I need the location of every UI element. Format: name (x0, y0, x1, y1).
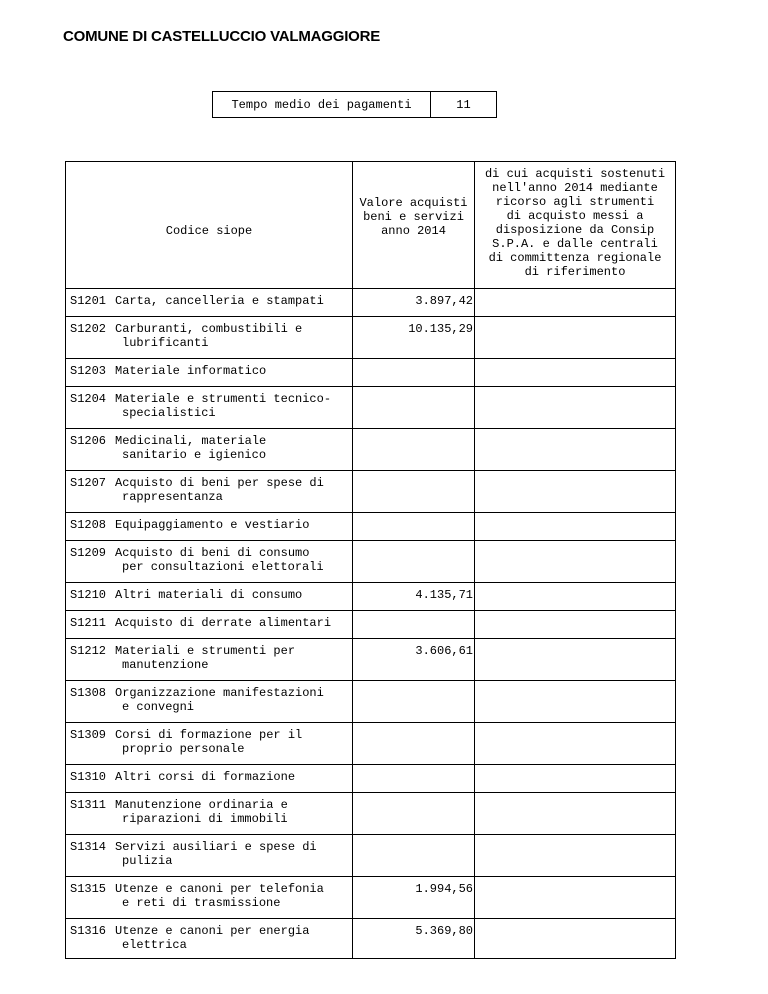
siope-description (115, 686, 351, 714)
siope-code: S1204 (70, 392, 107, 406)
valore-acquisti: 5.369,80 (415, 924, 473, 938)
siope-code: S1202 (70, 322, 107, 336)
siope-code: S1210 (70, 588, 107, 602)
header-dicui-line: ricorso agli strumenti (495, 195, 655, 209)
header-valore-line: beni e servizi (363, 210, 464, 224)
header-codice: Codice siope (165, 224, 253, 238)
siope-code: S1203 (70, 364, 107, 378)
siope-code: S1208 (70, 518, 107, 532)
row-divider (66, 540, 675, 541)
row-divider (66, 428, 675, 429)
row-divider (66, 764, 675, 765)
row-divider (66, 288, 675, 289)
row-divider (66, 834, 675, 835)
row-divider (66, 638, 675, 639)
row-divider (66, 582, 675, 583)
header-valore-line: Valore acquisti (359, 196, 468, 210)
siope-description (115, 770, 351, 784)
siope-description (115, 588, 351, 602)
siope-description (115, 392, 351, 420)
description-line: lubrificanti (122, 336, 209, 350)
description-line: Altri corsi di formazione (115, 770, 296, 784)
description-line: Materiale informatico (115, 364, 267, 378)
tempo-medio-box (212, 91, 497, 118)
row-divider (66, 722, 675, 723)
header-dicui-line: nell'anno 2014 mediante (492, 181, 658, 195)
description-line: manutenzione (122, 658, 209, 672)
siope-code: S1211 (70, 616, 107, 630)
description-line: Manutenzione ordinaria e (115, 798, 288, 812)
valore-acquisti: 1.994,56 (415, 882, 473, 896)
siope-code: S1310 (70, 770, 107, 784)
row-divider (66, 876, 675, 877)
siope-code: S1206 (70, 434, 107, 448)
siope-description (115, 294, 351, 308)
row-divider (66, 386, 675, 387)
header-dicui-line: disposizione da Consip (495, 223, 655, 237)
row-divider (66, 610, 675, 611)
row-divider (66, 918, 675, 919)
header-dicui-line: di committenza regionale (488, 251, 662, 265)
description-line: Acquisto di derrate alimentari (115, 616, 332, 630)
header-valore (353, 196, 474, 238)
siope-description (115, 518, 351, 532)
siope-description (115, 644, 351, 672)
description-line: Carburanti, combustibili e (115, 322, 303, 336)
siope-code: S1314 (70, 840, 107, 854)
description-line: Materiale e strumenti tecnico- (115, 392, 332, 406)
siope-description (115, 728, 351, 756)
row-divider (66, 680, 675, 681)
header-dicui-line: di riferimento (524, 265, 626, 279)
header-dicui-line: S.P.A. e dalle centrali (492, 237, 658, 251)
valore-acquisti: 3.897,42 (415, 294, 473, 308)
siope-code: S1209 (70, 546, 107, 560)
siope-description (115, 882, 351, 910)
siope-code: S1316 (70, 924, 107, 938)
valore-acquisti: 10.135,29 (408, 322, 473, 336)
description-line: Servizi ausiliari e spese di (115, 840, 317, 854)
siope-description (115, 798, 351, 826)
row-divider (66, 792, 675, 793)
acquisti-table (65, 161, 676, 959)
siope-description (115, 840, 351, 868)
siope-description (115, 476, 351, 504)
siope-code: S1309 (70, 728, 107, 742)
tempo-medio-value: 11 (456, 97, 471, 112)
description-line: pulizia (122, 854, 173, 868)
siope-description (115, 322, 351, 350)
valore-acquisti: 3.606,61 (415, 644, 473, 658)
siope-description (115, 616, 351, 630)
valore-acquisti: 4.135,71 (415, 588, 473, 602)
header-dicui-line: di cui acquisti sostenuti (484, 167, 666, 181)
siope-description (115, 924, 351, 952)
description-line: per consultazioni elettorali (122, 560, 324, 574)
description-line: Medicinali, materiale (115, 434, 267, 448)
description-line: Utenze e canoni per telefonia (115, 882, 324, 896)
description-line: Utenze e canoni per energia (115, 924, 310, 938)
header-valore-line: anno 2014 (381, 224, 446, 238)
description-line: riparazioni di immobili (122, 812, 288, 826)
row-divider (66, 470, 675, 471)
description-line: Acquisto di beni per spese di (115, 476, 324, 490)
description-line: e reti di trasmissione (122, 896, 281, 910)
description-line: Acquisto di beni di consumo (115, 546, 310, 560)
page-title: COMUNE DI CASTELLUCCIO VALMAGGIORE (63, 28, 381, 45)
siope-code: S1308 (70, 686, 107, 700)
siope-code: S1212 (70, 644, 107, 658)
description-line: Materiali e strumenti per (115, 644, 296, 658)
table-divider (352, 162, 353, 958)
description-line: proprio personale (122, 742, 245, 756)
tempo-medio-label: Tempo medio dei pagamenti (213, 92, 431, 117)
siope-code: S1311 (70, 798, 107, 812)
description-line: Organizzazione manifestazioni (115, 686, 324, 700)
siope-code: S1201 (70, 294, 107, 308)
table-divider (474, 162, 475, 958)
row-divider (66, 512, 675, 513)
description-line: e convegni (122, 700, 195, 714)
description-line: Carta, cancelleria e stampati (115, 294, 324, 308)
siope-description (115, 546, 351, 574)
description-line: Altri materiali di consumo (115, 588, 303, 602)
row-divider (66, 358, 675, 359)
siope-description (115, 434, 351, 462)
row-divider (66, 316, 675, 317)
description-line: Equipaggiamento e vestiario (115, 518, 310, 532)
header-dicui-line: di acquisto messi a (506, 209, 644, 223)
description-line: elettrica (122, 938, 187, 952)
description-line: specialistici (122, 406, 216, 420)
siope-code: S1207 (70, 476, 107, 490)
siope-description (115, 364, 351, 378)
description-line: sanitario e igienico (122, 448, 267, 462)
description-line: Corsi di formazione per il (115, 728, 303, 742)
siope-code: S1315 (70, 882, 107, 896)
header-dicui (475, 167, 675, 279)
description-line: rappresentanza (122, 490, 223, 504)
